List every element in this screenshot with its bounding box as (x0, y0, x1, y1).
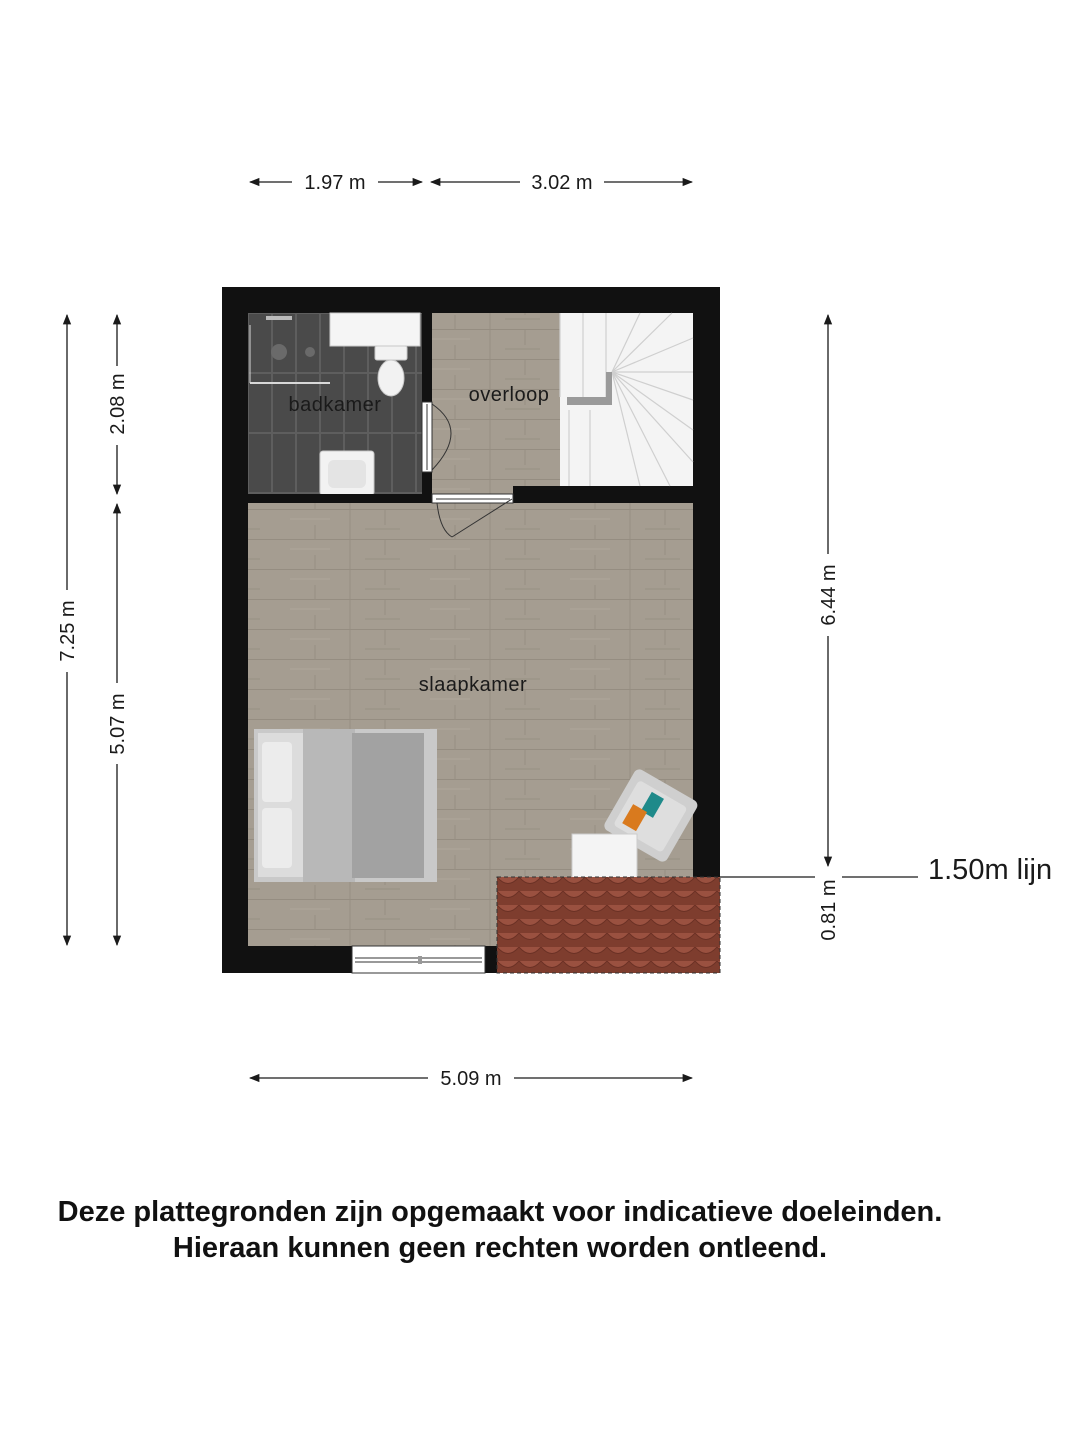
room-label-bathroom: badkamer (288, 394, 382, 416)
height-line (720, 854, 1052, 886)
sink (320, 451, 374, 495)
dim-left-inner-top (107, 315, 129, 494)
dim-left-inner-top-label: 2.08 m (107, 373, 129, 435)
bath-counter (330, 313, 420, 346)
height-line-label: 1.50m lijn (928, 854, 1053, 886)
disclaimer-line-2: Hieraan kunnen geen rechten worden ontleend. (172, 1232, 828, 1264)
dim-left-outer (57, 315, 79, 945)
dim-top-right-label: 3.02 m (531, 172, 593, 194)
side-table (572, 834, 637, 879)
room-label-bedroom: slaapkamer (418, 674, 528, 696)
dim-left-inner-bottom (107, 504, 129, 945)
window (352, 946, 485, 973)
dim-right-lower (818, 879, 840, 940)
dim-right-upper-label: 6.44 m (818, 564, 840, 626)
dim-top-right (431, 172, 692, 194)
dim-top-left (250, 172, 422, 194)
dim-top-left-label: 1.97 m (304, 172, 366, 194)
dim-right-upper (818, 315, 840, 866)
dim-right-lower-label: 0.81 m (818, 879, 840, 941)
staircase (560, 313, 693, 486)
room-label-landing: overloop (468, 384, 550, 406)
bed (254, 729, 437, 882)
dim-left-inner-bottom-label: 5.07 m (107, 693, 129, 755)
wall-horizontal (248, 494, 435, 503)
wall-horizontal-right (513, 486, 693, 496)
dim-bottom-label: 5.09 m (440, 1068, 502, 1090)
dim-left-outer-label: 7.25 m (57, 600, 79, 662)
dim-bottom (250, 1068, 692, 1090)
disclaimer-line-1: Deze plattegronden zijn opgemaakt voor indicatieve doeleinden. (57, 1196, 943, 1228)
roof-section (497, 877, 720, 973)
